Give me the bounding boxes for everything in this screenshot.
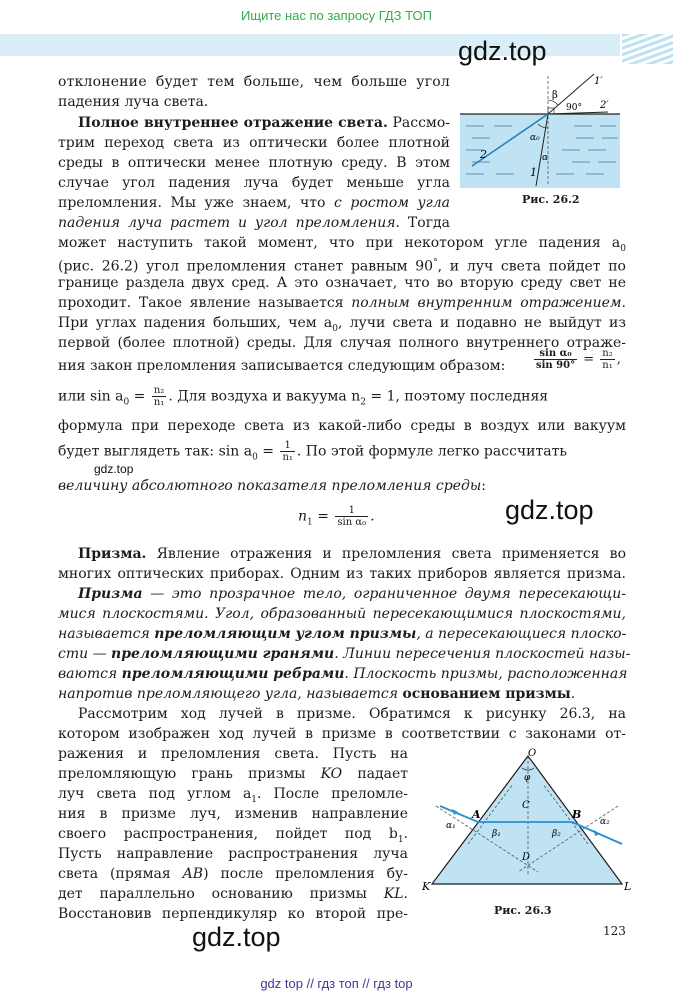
formula-snell-total: $\frac{\text{sin α₀}}{\sin 90^\circ}$ = $\frac{\text{n₂}}{\text{n₁}}$ ,	[536, 348, 621, 371]
watermark: gdz.top	[505, 495, 594, 525]
text-line: Пусть направление распространения луча	[58, 846, 408, 862]
text-line: ния закон преломления записывается следующим образом:	[58, 358, 506, 374]
text-line: Призма — это прозрачное тело, ограниченное двумя пересекающи-	[78, 586, 626, 602]
fig1-label-r1: 1′	[594, 76, 603, 87]
watermark: gdz.top	[192, 922, 281, 952]
fig1-label-beta: β	[552, 90, 558, 101]
fig1-label-l2: 2	[480, 148, 487, 161]
text-line: ния в призме луч, изменив направление	[58, 806, 408, 822]
text-line: преломляющую грань призмы KO падает	[58, 766, 408, 782]
figure-26-3-caption: Рис. 26.3	[494, 904, 552, 917]
fig2-label-phi: φ	[524, 773, 531, 783]
text-line: случае угол падения луча будет меньше угла	[58, 175, 450, 191]
text-line: Призма. Явление отражения и преломления света применяется во	[78, 546, 626, 562]
fig1-label-90: 90°	[566, 103, 582, 113]
watermark: gdz.top	[458, 36, 547, 66]
text-line: среды в оптически менее плотную среду. В этом	[58, 155, 450, 171]
text-line: ражения и преломления света. Пусть на	[58, 746, 408, 762]
top-banner: Ищите нас по запросу ГДЗ ТОП	[241, 8, 432, 23]
fig2-label-a1: α₁	[446, 821, 456, 831]
text-line: луч света под углом $a_1$. После преломле-	[58, 786, 408, 805]
text-line: проходит. Такое явление называется полным внутренним отражением.	[58, 295, 626, 311]
text-line: будет выглядеть так: $\sin a_0$ = $\frac{1}{\text{n₁}}$ . По этой формуле легко рассчитать	[58, 440, 567, 463]
text-line: падения луча света.	[58, 94, 209, 110]
fig2-label-B: B	[572, 808, 582, 821]
fig1-label-a0: α₀	[530, 133, 540, 143]
fig1-label-l1: 1	[530, 166, 537, 179]
fig2-label-L: L	[624, 880, 632, 893]
text-line: дет параллельно основанию призмы KL.	[58, 886, 408, 902]
text-line: многих оптических приборах. Одним из таких приборов является призма.	[58, 566, 626, 582]
footer-links[interactable]: gdz top // гдз топ // гдз top	[260, 976, 413, 991]
text-line: ваются преломляющими ребрами. Плоскость призмы, расположенная	[58, 666, 628, 682]
fig2-label-D: D	[522, 852, 531, 863]
text-line: величину абсолютного показателя преломления среды:	[58, 478, 486, 494]
text-line: напротив преломляющего угла, называется основанием призмы.	[58, 686, 576, 702]
text-line: может наступить такой момент, что при некотором угле падения $a_0$	[58, 235, 626, 254]
figure-26-2	[452, 70, 624, 190]
text-line: котором изображен ход лучей в призме в соответствии с законами от-	[58, 726, 626, 742]
text-line: называется преломляющим углом призмы, а пересекающиеся плоско-	[58, 626, 627, 642]
formula-refractive-index: $n_1$ = $\frac{1}{\text{sin α₀}}$ .	[298, 505, 375, 528]
text-line: формула при переходе света из какой-либо среды в воздух или вакуум	[58, 418, 626, 434]
text-line: мися плоскостями. Угол, образованный пересекающимися плоскостями,	[58, 606, 626, 622]
text-line: падения луча растет и угол преломления. Тогда	[58, 215, 450, 231]
fig1-label-r2: 2′	[600, 100, 609, 111]
heading-prism: Призма.	[78, 546, 147, 562]
text-line: первой (более плотной) среды. Для случая полного внутреннего отраже-	[58, 335, 626, 351]
figure-26-2-caption: Рис. 26.2	[522, 193, 580, 206]
fig2-label-O: O	[528, 748, 537, 759]
header-stripes	[622, 34, 673, 64]
fig2-label-a2: α₂	[600, 817, 610, 827]
watermark: gdz.top	[94, 462, 134, 476]
page-number: 123	[603, 924, 626, 938]
fig2-label-b1: β₁	[492, 829, 501, 839]
fig2-label-A: A	[472, 808, 481, 821]
fig2-label-b2: β₂	[552, 829, 561, 839]
text-line: Восстановив перпендикуляр ко второй пре-	[58, 906, 408, 922]
fig1-label-a: α	[542, 153, 549, 163]
fig2-label-K: K	[422, 880, 431, 893]
text-line: преломления. Мы уже знаем, что с ростом угла	[58, 195, 450, 211]
text-line: (рис. 26.2) угол преломления станет равным 90°, и луч света пойдет по	[58, 258, 626, 275]
text-line: сти — преломляющими гранями. Линии пересечения плоскостей назы-	[58, 646, 631, 662]
text-line: трим переход света из оптически более плотной	[58, 135, 450, 151]
figure-26-3	[418, 748, 638, 896]
text-line: При углах падения больших, чем $a_0$, лучи света и подавно не выйдут из	[58, 315, 626, 334]
text-line: Полное внутреннее отражение света. Рассмо-	[78, 115, 450, 131]
text-line: границе раздела двух сред. А это означает, что во вторую среду свет не	[58, 275, 626, 291]
text-line: или $\sin a_0$ = $\frac{\text{n₂}}{\text{n₁}}$ . Для воздуха и вакуума $n_2 = 1$, поэтому последняя	[58, 385, 549, 408]
text-line: своего распространения, пойдет под $b_1$.	[58, 826, 408, 845]
fig2-label-C: C	[522, 800, 530, 811]
text-line: света (прямая AB) после преломления бу-	[58, 866, 409, 882]
heading-total-internal-reflection: Полное внутреннее отражение света.	[78, 115, 388, 131]
text-line: отклонение будет тем больше, чем больше угол	[58, 74, 450, 90]
text-line: Рассмотрим ход лучей в призме. Обратимся к рисунку 26.3, на	[78, 706, 626, 722]
